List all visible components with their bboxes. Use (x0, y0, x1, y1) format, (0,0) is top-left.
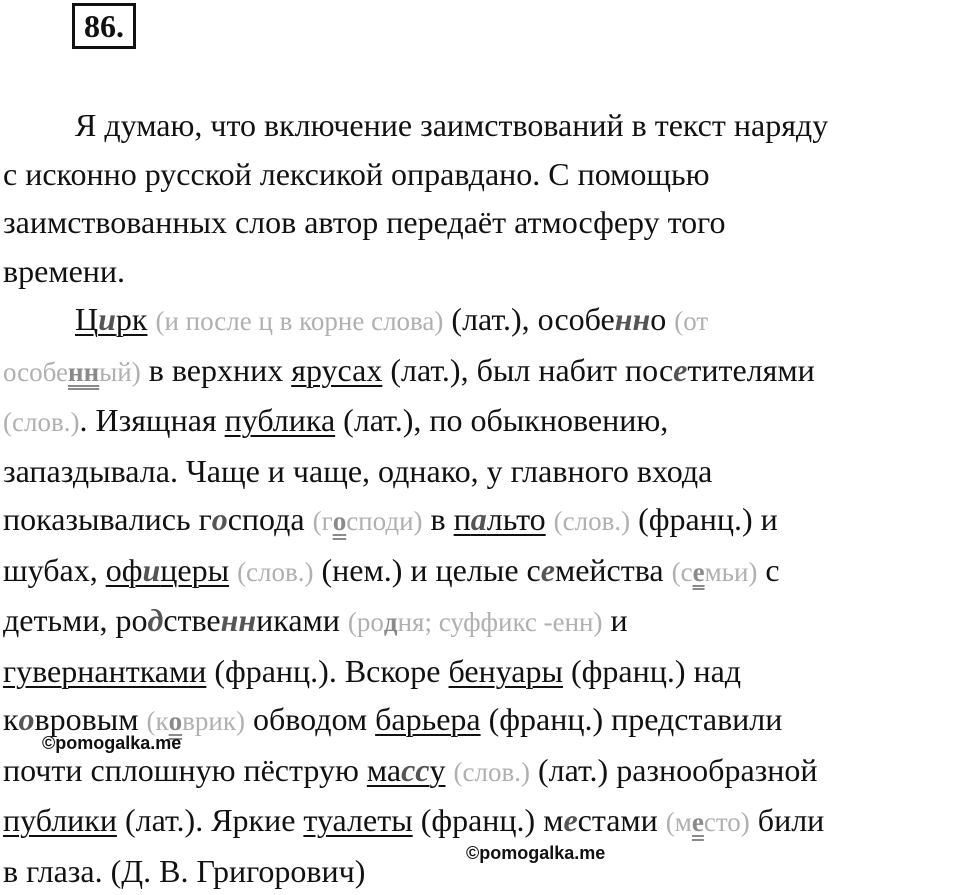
watermark-text: ©pomogalka.me (42, 733, 181, 754)
text-line: детьми, родственниками (родня; суффикс -енн) и (3, 596, 958, 647)
text-line: Я думаю, что включение заимствований в текст наряду (3, 101, 958, 150)
text-line: шубах, офицеры (слов.) (нем.) и целые семейства (семьи) с (3, 546, 958, 597)
text-line: (слов.). Изящная публика (лат.), по обыкновению, (3, 396, 958, 447)
text-line: ковровым (коврик) обводом барьера (франц.) представили (3, 695, 958, 746)
text-line: в глаза. (Д. В. Григорович) (3, 847, 958, 895)
watermark-text: ©pomogalka.me (466, 843, 605, 864)
text-line: заимствованных слов автор передаёт атмосферу того (3, 198, 958, 247)
exercise-number: 86. (72, 3, 136, 49)
text-line: запаздывала. Чаще и чаще, однако, у главного входа (3, 447, 958, 496)
text-line: показывались господа (господи) в пальто (слов.) (франц.) и (3, 495, 958, 546)
text-line: с исконно русской лексикой оправдано. С помощью (3, 150, 958, 199)
text-line: времени. (3, 247, 958, 296)
text-line: Цирк (и после ц в корне слова) (лат.), особенно (от (3, 295, 958, 346)
text-line: особенный) в верхних ярусах (лат.), был набит посетителями (3, 346, 958, 397)
text-line: публики (лат.). Яркие туалеты (франц.) местами (место) били (3, 796, 958, 847)
text-line: почти сплошную пёструю массу (слов.) (лат.) разнообразной (3, 746, 958, 797)
text-line: гувернантками (франц.). Вскоре бенуары (франц.) над (3, 647, 958, 696)
exercise-text (3, 101, 958, 895)
